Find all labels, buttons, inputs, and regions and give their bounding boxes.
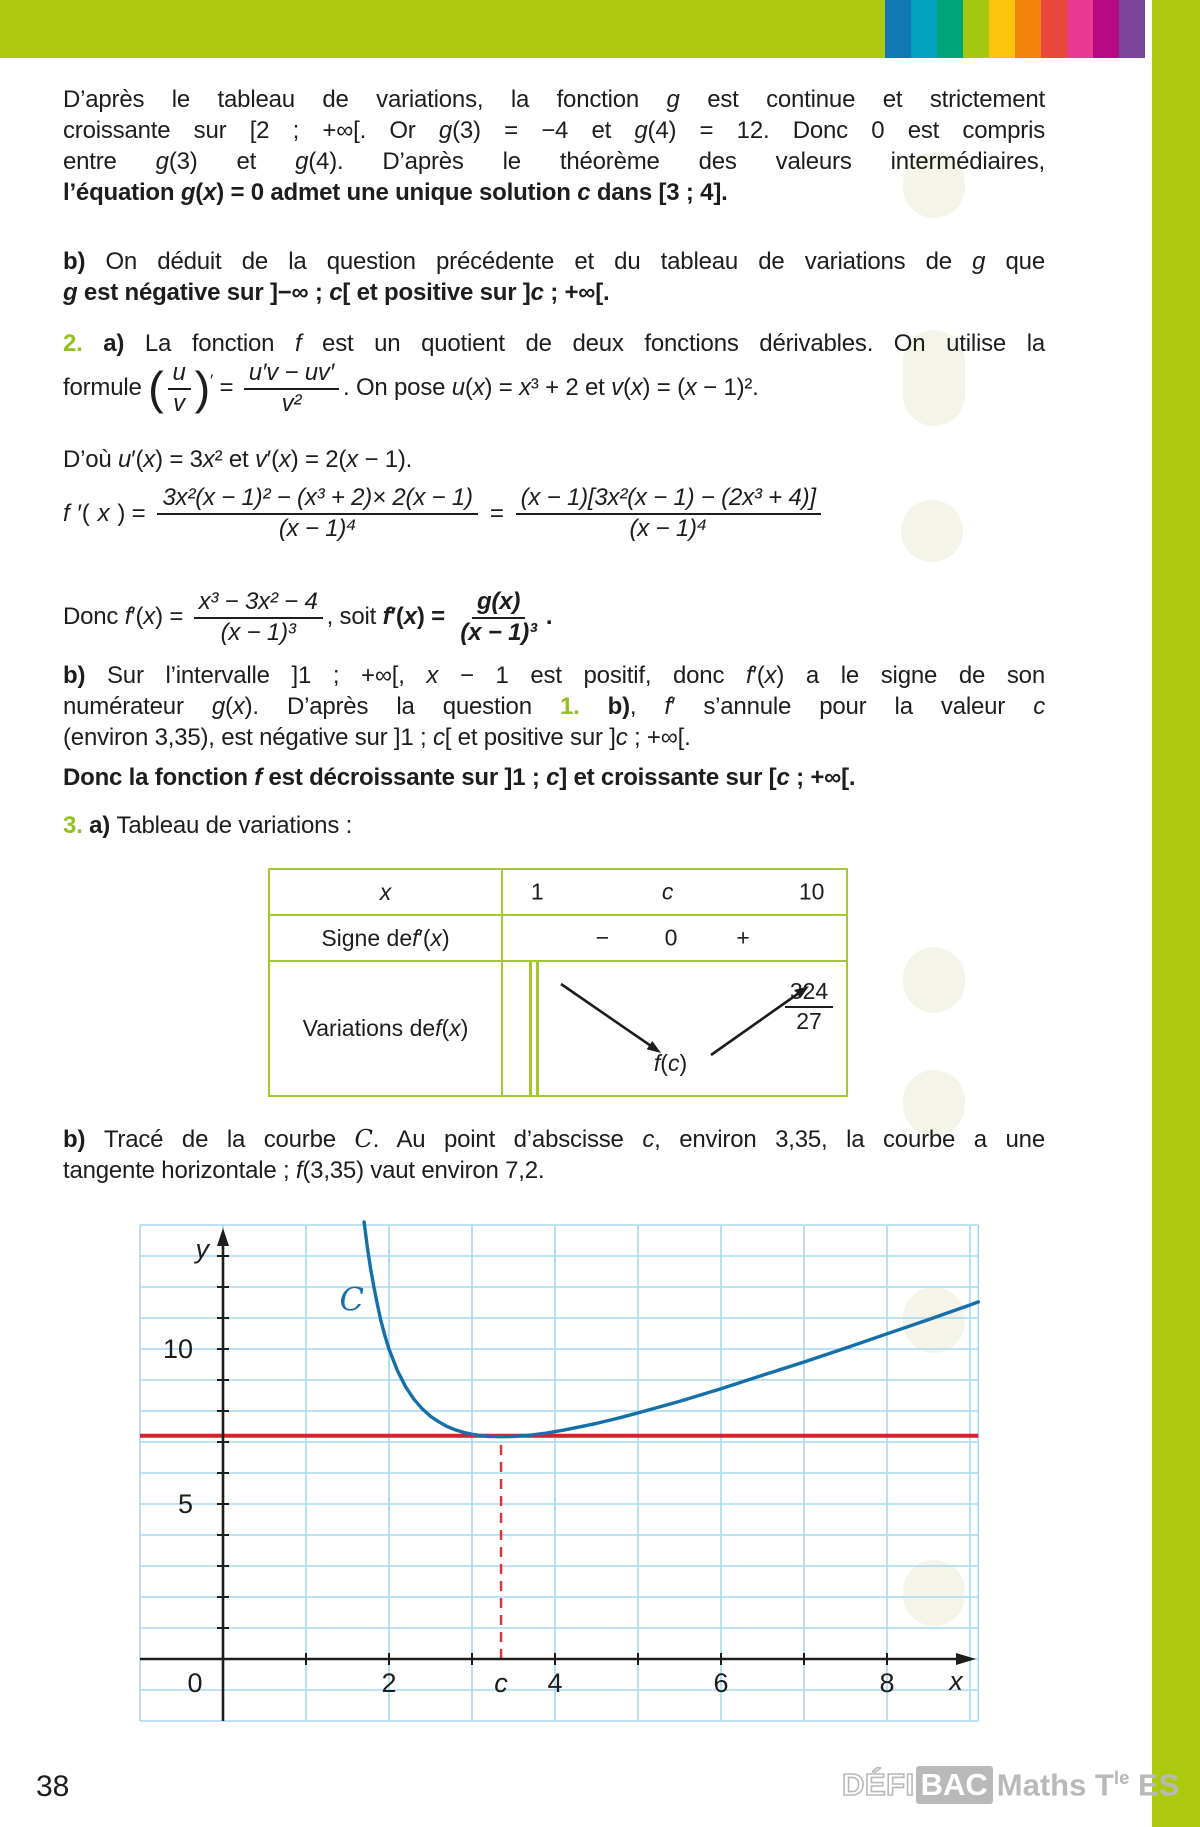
y-axis-label: y — [195, 1234, 209, 1264]
x-tick-label: 6 — [713, 1668, 729, 1698]
header-color-stripes — [885, 0, 1145, 58]
fraction-numerator: 324 — [785, 978, 833, 1008]
paragraph-monotony-conclusion: Donc la fonction f est décroissante sur ]1 ; c] et croissante sur [c ; +∞[. — [63, 764, 856, 791]
header-stripe-8 — [1093, 0, 1119, 58]
x-tick-label: 4 — [547, 1668, 563, 1698]
variation-table — [268, 868, 848, 1097]
arrow-decreasing — [561, 984, 651, 1046]
function-graph — [118, 1218, 990, 1733]
curve-label: C — [339, 1280, 364, 1319]
x-value-1: 1 — [530, 878, 544, 905]
page-edge-strip — [1152, 0, 1200, 1827]
header-stripe-2 — [937, 0, 963, 58]
paragraph-2a-quotient-rule: 2. a) La fonction f est un quotient de deux fonctions dérivables. On utilise la formule ( $\frac{u}{v}$ )′ = $\frac{u'v - uv'}{\text{v²}}$ . On pose u(x) = x³ + 2 et v(x) = (x − 1)². — [63, 330, 1045, 417]
formula-f-prime-simplified: Donc f′(x) = $\frac{\text{x³ − 3x² − 4}}{\text{(x − 1)³}}$ , soit f′(x) = $\frac{g(x)}{\text{(x − 1)³}}$ . — [63, 588, 553, 646]
y-tick-label: 5 — [177, 1489, 193, 1519]
paragraph-2b-sign-of-f-prime: b) Sur l’intervalle ]1 ; +∞[, x − 1 est positif, donc f′(x) a le signe de son numérateur g(x). D’après la question 1. b), f′ s’annule pour la valeur c (environ 3,35), est négative sur ]1 ; c[ et positive sur ]c ; +∞[. — [63, 662, 1046, 751]
c-axis-label: c — [494, 1668, 508, 1698]
y-tick-label: 10 — [162, 1334, 193, 1364]
logo-defi-text: DÉFI — [842, 1767, 915, 1802]
header-stripe-9 — [1119, 0, 1145, 58]
logo-bac-badge: BAC — [916, 1766, 993, 1804]
table-cell-sign-label: Signe de f ′( x ) — [270, 916, 503, 962]
y-axis-arrow — [217, 1228, 229, 1246]
defibac-logo — [842, 1766, 1179, 1804]
header-stripe-3 — [963, 0, 989, 58]
header-stripe-1 — [911, 0, 937, 58]
formula-f-prime: f ′( x ) = $\frac{\text{3x²(x − 1)² − (x³ + 2)× 2(x − 1)}}{\text{(x − 1)⁴}}$ = $\frac{\text{(x − 1)[3x²(x − 1) − (2x³ + 4)]}}{\text{(x − 1)⁴}}$ — [63, 484, 1045, 544]
table-cell-x-values — [503, 870, 846, 916]
heading-3a-variation-table: 3. a) Tableau de variations : — [63, 812, 353, 839]
maximum-value-fraction — [785, 978, 833, 1035]
header-stripe-6 — [1041, 0, 1067, 58]
x-value-c: c — [661, 878, 674, 905]
sign-minus: − — [595, 924, 610, 951]
x-tick-label: 0 — [187, 1668, 203, 1698]
table-cell-x-label: x — [270, 870, 503, 916]
graph-svg — [118, 1218, 990, 1733]
x-value-10: 10 — [798, 878, 825, 905]
x-tick-label: 8 — [879, 1668, 895, 1698]
fraction-denominator: 27 — [796, 1007, 822, 1034]
header-stripe-0 — [885, 0, 911, 58]
header-stripe-5 — [1015, 0, 1041, 58]
header-stripe-4 — [989, 0, 1015, 58]
minimum-value-fc: f(c) — [653, 1050, 688, 1076]
table-cell-variations-label: Variations de f ( x ) — [270, 962, 503, 1095]
paragraph-derivatives-u-v: D’où u′(x) = 3x² et v′(x) = 2(x − 1). — [63, 446, 413, 473]
paragraph-3b-curve-description: b) Tracé de la courbe C. Au point d’abscisse c, environ 3,35, la courbe a une tangente horizontale ; f(3,35) vaut environ 7,2. — [63, 1125, 1045, 1184]
paragraph-1b-sign-of-g: b) On déduit de la question précédente et du tableau de variations de g que g est négative sur ]−∞ ; c[ et positive sur ]c ; +∞[. — [63, 248, 1045, 306]
x-axis-label: x — [949, 1666, 963, 1696]
watermark-pill — [903, 947, 965, 1013]
page-number: 38 — [36, 1770, 70, 1803]
x-axis-arrow — [956, 1653, 976, 1665]
table-cell-sign-values — [503, 916, 846, 962]
paragraph-tvi-conclusion: D’après le tableau de variations, la fonction g est continue et strictement croissante sur [2 ; +∞[. Or g(3) = −4 et g(4) = 12. Donc 0 est compris entre g(3) et g(4). D’après le théorème des valeurs intermédiaires, l’équation g(x) = 0 admet une unique solution c dans [3 ; 4]. — [63, 86, 1046, 206]
sign-zero: 0 — [664, 924, 678, 951]
header-stripe-7 — [1067, 0, 1093, 58]
logo-subject-text: Maths $T^{le}$ ES — [996, 1766, 1180, 1803]
table-cell-variations — [503, 962, 846, 1095]
sign-plus: + — [736, 924, 750, 951]
x-tick-label: 2 — [381, 1668, 397, 1698]
curve-path — [364, 1222, 978, 1437]
